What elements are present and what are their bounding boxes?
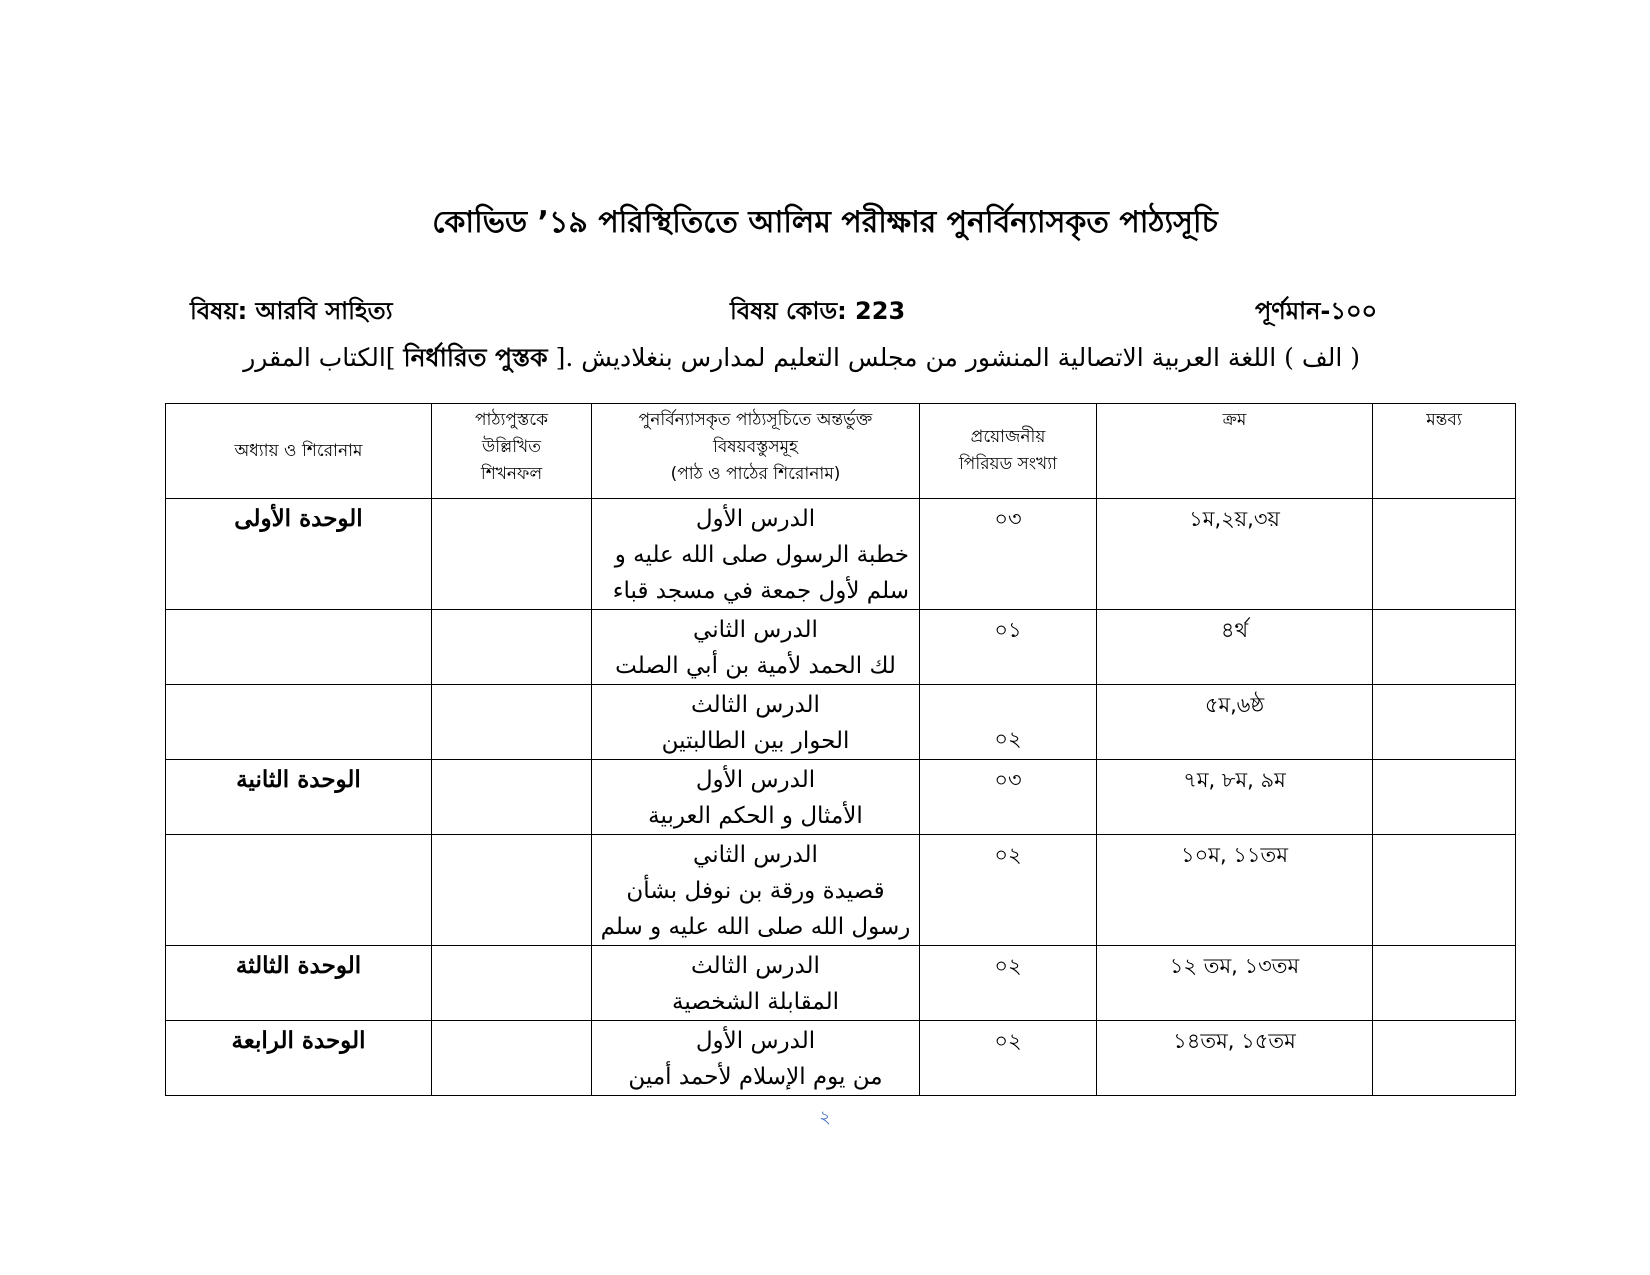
outcome-cell	[432, 946, 592, 1021]
periods-cell: ০২	[920, 835, 1097, 946]
remarks-cell	[1373, 685, 1516, 760]
textbook-name: ( الف ) اللغة العربية الاتصالية المنشور من مجلس التعليم لمدارس بنغلاديش .[	[555, 343, 1360, 372]
order-cell: ৫ম,৬ষ্ঠ	[1097, 685, 1373, 760]
content-cell: الدرس الأول من يوم الإسلام لأحمد أمين	[592, 1021, 920, 1096]
periods-cell: ০১	[920, 610, 1097, 685]
table-row	[166, 760, 1516, 835]
remarks-cell	[1373, 610, 1516, 685]
page-number: ২	[819, 1107, 831, 1128]
full-marks: পূর্ণমান-১০০	[1255, 297, 1378, 325]
header-order: ক্রম	[1097, 404, 1373, 499]
outcome-cell	[432, 760, 592, 835]
unit-cell: الوحدة الأولى	[166, 499, 432, 610]
outcome-cell	[432, 685, 592, 760]
order-cell: ১৪তম, ১৫তম	[1097, 1021, 1373, 1096]
unit-cell	[166, 610, 432, 685]
outcome-cell	[432, 499, 592, 610]
order-cell: ১০ম, ১১তম	[1097, 835, 1373, 946]
periods-cell: ০৩	[920, 499, 1097, 610]
content-cell: الدرس الأول الأمثال و الحكم العربية	[592, 760, 920, 835]
order-cell: ১ম,২য়,৩য়	[1097, 499, 1373, 610]
remarks-cell	[1373, 1021, 1516, 1096]
header-content: পুনর্বিন্যাসকৃত পাঠ্যসূচিতে অন্তর্ভুক্ত বিষয়বস্তুসমূহ (পাঠ ও পাঠের শিরোনাম)	[592, 404, 920, 499]
remarks-cell	[1373, 499, 1516, 610]
content-cell: الدرس الأول خطبة الرسول صلى الله عليه و سلم لأول جمعة في مسجد قباء	[592, 499, 920, 610]
header-outcome: পাঠ্যপুস্তকে উল্লিখিত শিখনফল	[432, 404, 592, 499]
remarks-cell	[1373, 946, 1516, 1021]
page-title: কোভিড ’১৯ পরিস্থিতিতে আলিম পরীক্ষার পুনর্বিন্যাসকৃত পাঠ্যসূচি	[432, 205, 1218, 240]
header-chapter: অধ্যায় ও শিরোনাম	[166, 404, 432, 499]
periods-cell: ০২	[920, 1021, 1097, 1096]
remarks-cell	[1373, 760, 1516, 835]
unit-cell: الوحدة الثالثة	[166, 946, 432, 1021]
unit-cell: الوحدة الثانية	[166, 760, 432, 835]
table-row	[166, 610, 1516, 685]
unit-cell: الوحدة الرابعة	[166, 1021, 432, 1096]
periods-cell: ০২	[920, 685, 1097, 760]
remarks-cell	[1373, 835, 1516, 946]
table-row	[166, 685, 1516, 760]
table-row	[166, 835, 1516, 946]
header-remarks: মন্তব্য	[1373, 404, 1516, 499]
textbook-label-bn: নির্ধারিত পুস্তক	[403, 343, 548, 372]
table-row	[166, 499, 1516, 610]
order-cell: ৪র্থ	[1097, 610, 1373, 685]
textbook-line	[200, 338, 1360, 381]
outcome-cell	[432, 1021, 592, 1096]
subject-label: বিষয়: আরবি সাহিত্য	[190, 297, 393, 325]
outcome-cell	[432, 610, 592, 685]
content-cell: الدرس الثاني قصيدة ورقة بن نوفل بشأن رسول الله صلى الله عليه و سلم	[592, 835, 920, 946]
table-row	[166, 1021, 1516, 1096]
header-periods: প্রয়োজনীয় পিরিয়ড সংখ্যা	[920, 404, 1097, 499]
unit-cell	[166, 685, 432, 760]
subject-code: বিষয় কোড: 223	[730, 297, 906, 325]
outcome-cell	[432, 835, 592, 946]
content-cell: الدرس الثالث الحوار بين الطالبتين	[592, 685, 920, 760]
table-row	[166, 946, 1516, 1021]
textbook-label-ar: ]الكتاب المقرر	[243, 343, 396, 372]
order-cell: ৭ম, ৮ম, ৯ম	[1097, 760, 1373, 835]
content-cell: الدرس الثالث المقابلة الشخصية	[592, 946, 920, 1021]
table-header-row	[166, 404, 1516, 499]
content-cell: الدرس الثاني لك الحمد لأمية بن أبي الصلت	[592, 610, 920, 685]
order-cell: ১২ তম, ১৩তম	[1097, 946, 1373, 1021]
periods-cell: ০৩	[920, 760, 1097, 835]
periods-cell: ০২	[920, 946, 1097, 1021]
syllabus-table	[165, 403, 1516, 1096]
unit-cell	[166, 835, 432, 946]
